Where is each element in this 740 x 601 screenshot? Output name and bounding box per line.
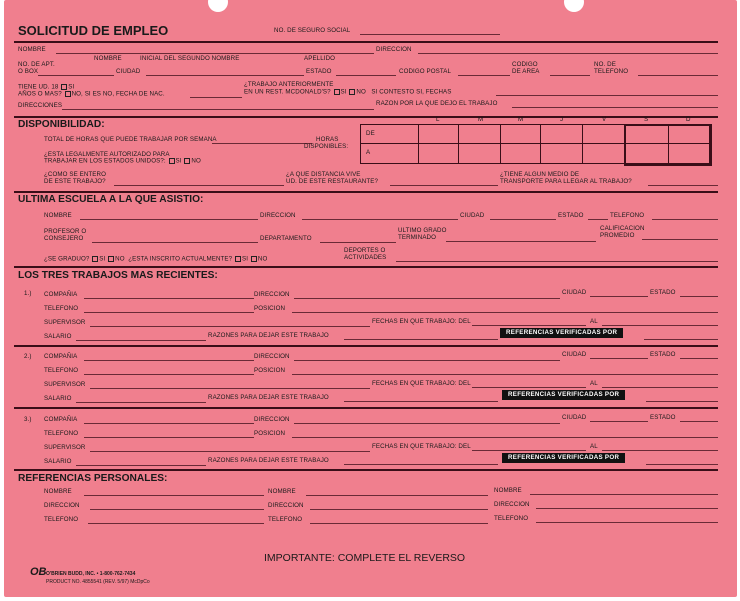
edad-no-checkbox[interactable] <box>65 91 71 97</box>
escuela-estado-label: ESTADO <box>558 212 584 219</box>
posicion-label: POSICION <box>254 305 286 312</box>
box-label: O BOX <box>18 68 39 75</box>
referencias-field[interactable] <box>646 464 718 465</box>
sub-inicial-label: INICIAL DEL SEGUNDO NOMBRE <box>140 55 240 62</box>
job-estado-label: ESTADO <box>650 289 676 296</box>
job-estado-label: ESTADO <box>650 414 676 421</box>
job-telefono-field[interactable] <box>84 437 254 438</box>
day-header: M <box>478 116 484 123</box>
estado-field[interactable] <box>336 75 396 76</box>
job-estado-field[interactable] <box>680 296 718 297</box>
job-telefono-label: TELEFONO <box>44 430 79 437</box>
horas-label: HORAS <box>316 136 339 143</box>
escuela-nombre-label: NOMBRE <box>44 212 72 219</box>
job-telefono-field[interactable] <box>84 374 254 375</box>
ref-nombre-label: NOMBRE <box>494 487 522 494</box>
razon-field[interactable] <box>512 107 718 108</box>
compania-label: COMPAÑIA <box>44 353 78 360</box>
section-divider <box>14 116 718 118</box>
job-telefono-label: TELEFONO <box>44 305 79 312</box>
salario-label: SALARIO <box>44 458 72 465</box>
mcd-si-label: SI <box>340 88 347 96</box>
product-line: PRODUCT NO. 4855541 (REV. 5/97) McDpCo <box>46 579 150 585</box>
razones-label: RAZONES PARA DEJAR ESTE TRABAJO <box>208 394 329 401</box>
razones-field[interactable] <box>344 339 498 340</box>
grid-col <box>582 124 583 164</box>
escuela-nombre-field[interactable] <box>80 219 258 220</box>
company-line: O'BRIEN BUDD, INC. • 1-800-762-7434 <box>46 571 136 577</box>
ssn-field[interactable] <box>360 34 500 35</box>
posicion-label: POSICION <box>254 430 286 437</box>
de-area-label: DE AREA <box>512 68 540 75</box>
total-horas-label: TOTAL DE HORAS QUE PUEDE TRABAJAR POR SEMANA <box>44 136 217 143</box>
fechas-label: FECHAS EN QUE TRABAJO: DEL <box>372 380 471 387</box>
al-label: AL <box>590 318 598 325</box>
total-horas-field[interactable] <box>212 143 312 144</box>
ciudad-label: CIUDAD <box>116 68 141 75</box>
ref2-nombre-field[interactable] <box>306 495 488 496</box>
fecha-nac-field[interactable] <box>190 97 242 98</box>
job-direccion-field[interactable] <box>294 423 560 424</box>
terminado-label: TERMINADO <box>398 234 437 241</box>
supervisor-label: SUPERVISOR <box>44 444 86 451</box>
importante-notice: IMPORTANTE: COMPLETE EL REVERSO <box>264 552 466 564</box>
fechas-al-field[interactable] <box>602 325 718 326</box>
fechas-field[interactable] <box>496 95 718 96</box>
fechas-del-field[interactable] <box>472 450 586 451</box>
inscrito-si-label: SI <box>242 255 249 263</box>
supervisor-label: SUPERVISOR <box>44 381 86 388</box>
telefono-field[interactable] <box>638 75 718 76</box>
application-form <box>4 0 737 597</box>
escuela-heading: ULTIMA ESCUELA A LA QUE ASISTIO: <box>18 194 204 205</box>
escuela-direccion-label: DIRECCION <box>260 212 296 219</box>
job-ciudad-field[interactable] <box>590 421 648 422</box>
posicion-label: POSICION <box>254 367 286 374</box>
job-ciudad-label: CIUDAD <box>562 414 587 421</box>
transporte2-label: TRANSPORTE PARA LLEGAR AL TRABAJO? <box>500 178 632 185</box>
entero-field[interactable] <box>114 185 284 186</box>
compania-field[interactable] <box>84 298 254 299</box>
day-header: S <box>644 116 649 123</box>
ref-nombre-label: NOMBRE <box>268 488 296 495</box>
row-a-label: A <box>366 149 371 156</box>
job-direccion-label: DIRECCION <box>254 291 290 298</box>
entero-label: ¿COMO SE ENTERO <box>44 171 107 178</box>
ref-direccion-label: DIRECCION <box>268 502 304 509</box>
distancia-label: ¿A QUE DISTANCIA VIVE <box>286 171 361 178</box>
ref-telefono-label: TELEFONO <box>494 515 529 522</box>
job-ciudad-label: CIUDAD <box>562 351 587 358</box>
posicion-field[interactable] <box>292 312 718 313</box>
fechas-label: FECHAS EN QUE TRABAJO: DEL <box>372 318 471 325</box>
inscrito-no-checkbox[interactable] <box>251 256 257 262</box>
promedio-label: PROMEDIO <box>600 232 635 239</box>
mcd-no-checkbox[interactable] <box>349 89 355 95</box>
ssn-label: NO. DE SEGURO SOCIAL <box>274 27 351 34</box>
salario-field[interactable] <box>76 340 206 341</box>
mcd-label: ¿TRABAJO ANTERIORMENTE <box>244 81 334 88</box>
razones-field[interactable] <box>344 464 498 465</box>
fechas-al-field[interactable] <box>602 450 718 451</box>
salario-label: SALARIO <box>44 395 72 402</box>
razones-label: RAZONES PARA DEJAR ESTE TRABAJO <box>208 332 329 339</box>
day-header: L <box>436 116 440 123</box>
salario-label: SALARIO <box>44 333 72 340</box>
ref-direccion-label: DIRECCION <box>494 501 530 508</box>
ref-telefono-label: TELEFONO <box>44 516 79 523</box>
referencias-field[interactable] <box>646 401 718 402</box>
ref1-direccion-field[interactable] <box>90 509 264 510</box>
razones-label: RAZONES PARA DEJAR ESTE TRABAJO <box>208 457 329 464</box>
apt-field[interactable] <box>38 75 114 76</box>
nombre-label: NOMBRE <box>18 46 46 53</box>
graduo-no-label: NO <box>115 255 125 263</box>
punch-hole <box>208 0 228 12</box>
job-direccion-label: DIRECCION <box>254 416 290 423</box>
nombre-field[interactable] <box>56 53 374 54</box>
referencias-heading: REFERENCIAS PERSONALES: <box>18 473 168 484</box>
fechas-del-field[interactable] <box>472 325 586 326</box>
supervisor-label: SUPERVISOR <box>44 319 86 326</box>
escuela-telefono-field[interactable] <box>652 219 718 220</box>
sub-nombre-label: NOMBRE <box>94 55 122 62</box>
direccion-label: DIRECCION <box>376 46 412 53</box>
razon-label: RAZON POR LA QUE DEJO EL TRABAJO <box>376 100 498 107</box>
job-direccion-label: DIRECCION <box>254 353 290 360</box>
escuela-ciudad-field[interactable] <box>490 219 556 220</box>
transporte-field[interactable] <box>648 185 718 186</box>
entero2-label: DE ESTE TRABAJO? <box>44 178 106 185</box>
job-estado-label: ESTADO <box>650 351 676 358</box>
mcd2-label: EN UN REST. MCDONALD'S? <box>244 88 331 96</box>
fechas-al-field[interactable] <box>602 387 718 388</box>
ciudad-field[interactable] <box>146 75 304 76</box>
escuela-ciudad-label: CIUDAD <box>460 212 485 219</box>
edad-si-checkbox[interactable] <box>61 84 67 90</box>
escuela-estado-field[interactable] <box>588 219 608 220</box>
ref1-nombre-field[interactable] <box>84 495 264 496</box>
al-label: AL <box>590 443 598 450</box>
day-header: M <box>518 116 524 123</box>
escuela-telefono-label: TELEFONO <box>610 212 645 219</box>
job-estado-field[interactable] <box>680 421 718 422</box>
job-number: 1.) <box>24 290 32 297</box>
telefono-label: TELEFONO <box>594 68 629 75</box>
compania-label: COMPAÑIA <box>44 291 78 298</box>
obrien-logo: OB <box>30 566 47 578</box>
job-telefono-label: TELEFONO <box>44 367 79 374</box>
edad2-label: AÑOS O MAS? <box>18 90 62 98</box>
transporte-label: ¿TIENE ALGUN MEDIO DE <box>500 171 580 178</box>
grid-col <box>418 124 419 164</box>
escuela-direccion-field[interactable] <box>302 219 458 220</box>
departamento-label: DEPARTAMENTO <box>260 235 312 242</box>
job-number: 3.) <box>24 416 32 423</box>
disponibles-label: DISPONIBLES: <box>304 143 349 150</box>
punch-hole <box>564 0 584 12</box>
deportes-label: DEPORTES O <box>344 247 386 254</box>
supervisor-field[interactable] <box>90 326 370 327</box>
graduo-si-label: SI <box>99 255 106 263</box>
mcd-no-label: NO <box>356 88 366 96</box>
day-header: D <box>686 116 691 123</box>
codigo-area-label: CODIGO <box>512 61 538 68</box>
inscrito-si-checkbox[interactable] <box>235 256 241 262</box>
row-de-label: DE <box>366 130 375 137</box>
job-number: 2.) <box>24 353 32 360</box>
no-tel-label: NO. DE <box>594 61 616 68</box>
section-divider <box>14 469 718 471</box>
direcciones-field[interactable] <box>62 109 374 110</box>
calificacion-field[interactable] <box>642 239 718 240</box>
job-telefono-field[interactable] <box>84 312 254 313</box>
consejero-label: CONSEJERO <box>44 235 84 242</box>
distancia-field[interactable] <box>390 185 498 186</box>
codigo-postal-field[interactable] <box>458 75 510 76</box>
salario-field[interactable] <box>76 465 206 466</box>
section-divider <box>14 345 718 347</box>
fechas-label: FECHAS EN QUE TRABAJO: DEL <box>372 443 471 450</box>
ref3-telefono-field[interactable] <box>536 522 718 523</box>
area-code-field[interactable] <box>550 75 590 76</box>
autorizado-no-label: NO <box>191 157 201 165</box>
direcciones-label: DIRECCIONES <box>18 102 63 109</box>
job-ciudad-label: CIUDAD <box>562 289 587 296</box>
ref-direccion-label: DIRECCION <box>44 502 80 509</box>
mcd-fechas-label: SI CONTESTO SI, FECHAS <box>371 88 452 96</box>
job-direccion-field[interactable] <box>294 298 560 299</box>
grid-col <box>540 124 541 164</box>
referencias-verificadas-bar: REFERENCIAS VERIFICADAS POR <box>500 328 623 338</box>
day-header: V <box>602 116 607 123</box>
section-divider <box>14 407 718 409</box>
apt-label: NO. DE APT. <box>18 61 55 68</box>
graduo-no-checkbox[interactable] <box>108 256 114 262</box>
day-header: J <box>560 116 564 123</box>
calificacion-label: CALIFICACION <box>600 225 645 232</box>
section-divider <box>14 266 718 268</box>
edad-no-label: NO, SI ES NO, FECHA DE NAC. <box>71 90 165 98</box>
edad-label: TIENE UD. 18 <box>18 83 59 91</box>
ref3-direccion-field[interactable] <box>536 508 718 509</box>
job-ciudad-field[interactable] <box>590 358 648 359</box>
autorizado-si-label: SI <box>175 157 182 165</box>
graduo-si-checkbox[interactable] <box>92 256 98 262</box>
supervisor-field[interactable] <box>90 451 370 452</box>
grado-field[interactable] <box>446 241 596 242</box>
ref3-nombre-field[interactable] <box>530 494 718 495</box>
posicion-field[interactable] <box>292 374 718 375</box>
profesor-field[interactable] <box>92 242 258 243</box>
compania-field[interactable] <box>84 360 254 361</box>
deportes-field[interactable] <box>396 261 718 262</box>
fechas-del-field[interactable] <box>472 387 586 388</box>
compania-label: COMPAÑIA <box>44 416 78 423</box>
job-ciudad-field[interactable] <box>590 296 648 297</box>
compania-field[interactable] <box>84 423 254 424</box>
autorizado-label: ¿ESTA LEGALMENTE AUTORIZADO PARA <box>44 151 170 158</box>
razones-field[interactable] <box>344 401 498 402</box>
edad-si-label: SI <box>68 83 75 91</box>
form-title: SOLICITUD DE EMPLEO <box>18 23 169 38</box>
ref-nombre-label: NOMBRE <box>44 488 72 495</box>
graduo-label: ¿SE GRADUO? <box>44 255 90 263</box>
section-divider <box>14 41 718 43</box>
al-label: AL <box>590 380 598 387</box>
ref2-telefono-field[interactable] <box>310 523 488 524</box>
disponibilidad-heading: DISPONIBILIDAD: <box>18 119 105 130</box>
job-estado-field[interactable] <box>680 358 718 359</box>
profesor-label: PROFESOR O <box>44 228 87 235</box>
actividades-label: ACTIVIDADES <box>344 254 387 261</box>
grid-col <box>668 124 669 164</box>
codigo-postal-label: CODIGO POSTAL <box>399 68 452 75</box>
salario-field[interactable] <box>76 402 206 403</box>
grado-label: ULTIMO GRADO <box>398 227 447 234</box>
autorizado-no-checkbox[interactable] <box>184 158 190 164</box>
job-direccion-field[interactable] <box>294 360 560 361</box>
mcd-si-checkbox[interactable] <box>334 89 340 95</box>
ref1-telefono-field[interactable] <box>88 523 264 524</box>
section-divider <box>14 191 718 193</box>
referencias-verificadas-bar: REFERENCIAS VERIFICADAS POR <box>502 453 625 463</box>
ref-telefono-label: TELEFONO <box>268 516 303 523</box>
autorizado-si-checkbox[interactable] <box>169 158 175 164</box>
estado-label: ESTADO <box>306 68 332 75</box>
sub-apellido-label: APELLIDO <box>304 55 336 62</box>
posicion-field[interactable] <box>292 437 718 438</box>
inscrito-no-label: NO <box>257 255 268 263</box>
direccion-field[interactable] <box>418 53 718 54</box>
referencias-field[interactable] <box>644 339 718 340</box>
inscrito-label: ¿ESTA INSCRITO ACTUALMENTE? <box>128 255 233 263</box>
grid-col <box>500 124 501 164</box>
autorizado2-label: TRABAJAR EN LOS ESTADOS UNIDOS?: <box>44 157 166 165</box>
referencias-verificadas-bar: REFERENCIAS VERIFICADAS POR <box>502 390 625 400</box>
supervisor-field[interactable] <box>90 388 370 389</box>
departamento-field[interactable] <box>320 242 396 243</box>
grid-col <box>458 124 459 164</box>
distancia2-label: UD. DE ESTE RESTAURANTE? <box>286 178 379 185</box>
trabajos-heading: LOS TRES TRABAJOS MAS RECIENTES: <box>18 270 218 281</box>
ref2-direccion-field[interactable] <box>310 509 488 510</box>
